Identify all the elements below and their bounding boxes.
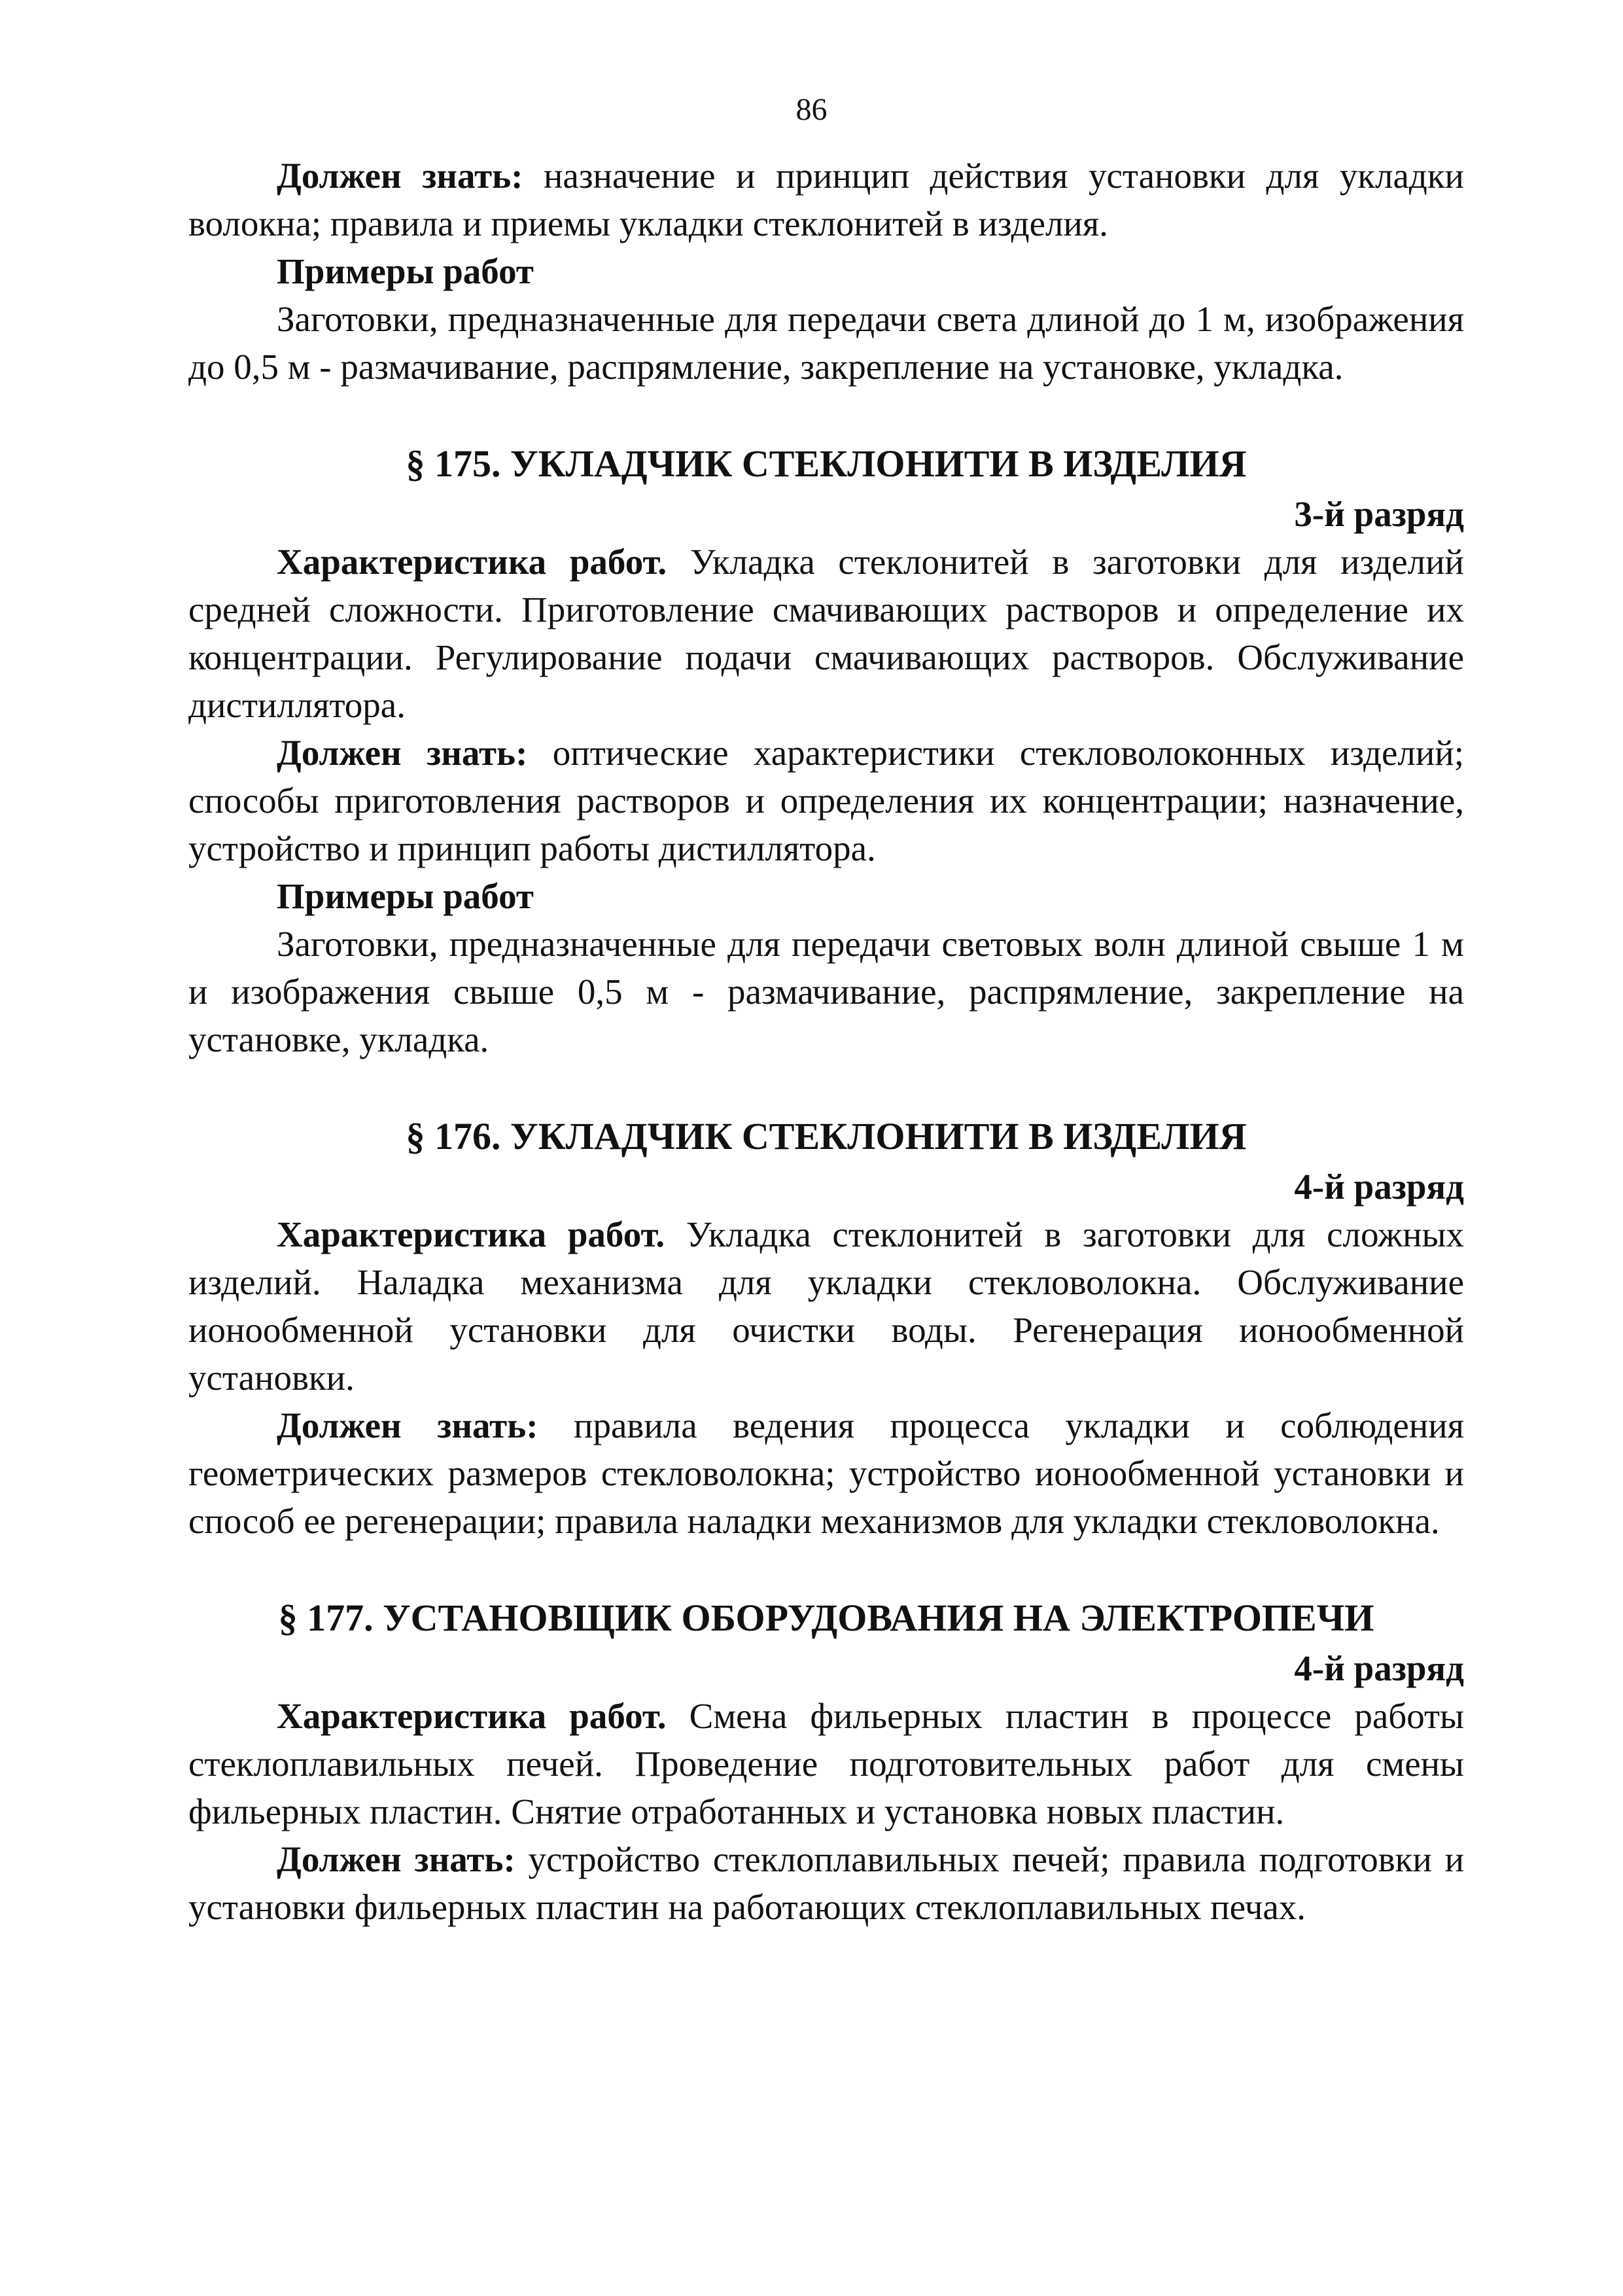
must-know <box>188 1835 1464 1931</box>
must-know-text: устройство стеклоплавильных печей; правила подготовки и установки фильерных пластин на работающих стеклоплавильных печах. <box>188 1839 1465 1927</box>
work-characteristics-text: Укладка стеклонитей в заготовки для сложных изделий. Наладка механизма для укладки стекловолокна. Обслуживание ионообменной установки для очистки воды. Регенерация ионообменной установки. <box>188 1214 1464 1398</box>
page-number: 86 <box>795 92 828 127</box>
must-know-label: Должен знать: <box>277 733 528 773</box>
section-title: § 176. УКЛАДЧИК СТЕКЛОНИТИ В ИЗДЕЛИЯ <box>406 1115 1247 1157</box>
must-know-text: правила ведения процесса укладки и соблюдения геометрических размеров стекловолокна; устройство ионообменной установки и способ ее регенерации; правила наладки механизмов для укладки стекловолокна. <box>188 1405 1464 1541</box>
must-know-label: Должен знать: <box>277 156 523 196</box>
section-title: § 177. УСТАНОВЩИК ОБОРУДОВАНИЯ НА ЭЛЕКТРОПЕЧИ <box>278 1597 1374 1639</box>
examples-text: Заготовки, предназначенные для передачи световых волн длиной свыше 1 м и изображения свыше 0,5 м - размачивание, распрямление, закрепление на установке, укладка. <box>188 924 1464 1059</box>
must-know <box>188 729 1464 872</box>
work-characteristics <box>188 538 1464 729</box>
must-know-label: Должен знать: <box>277 1405 538 1445</box>
intro-examples-heading: Примеры работ <box>277 251 534 291</box>
must-know-label: Должен знать: <box>277 1839 515 1879</box>
page-content <box>188 152 1464 1931</box>
section-grade: 4-й разряд <box>1294 1167 1464 1207</box>
work-characteristics-label: Характеристика работ. <box>277 542 667 582</box>
examples-heading: Примеры работ <box>277 876 534 916</box>
must-know-text: оптические характеристики стекловолоконных изделий; способы приготовления растворов и определения их концентрации; назначение, устройство и принцип работы дистиллятора. <box>188 733 1464 868</box>
section-177 <box>188 1592 1464 1931</box>
section-title: § 175. УКЛАДЧИК СТЕКЛОНИТИ В ИЗДЕЛИЯ <box>406 442 1247 485</box>
work-characteristics-label: Характеристика работ. <box>277 1696 667 1736</box>
work-characteristics-label: Характеристика работ. <box>277 1214 665 1254</box>
intro-must-know <box>188 152 1464 247</box>
work-characteristics-text: Укладка стеклонитей в заготовки для изделий средней сложности. Приготовление смачивающих растворов и определение их концентрации. Регулирование подачи смачивающих растворов. Обслуживание дистиллятора. <box>188 542 1464 725</box>
must-know <box>188 1402 1464 1545</box>
work-characteristics <box>188 1692 1464 1835</box>
work-characteristics <box>188 1210 1464 1402</box>
section-176 <box>188 1110 1464 1545</box>
must-know-text: назначение и принцип действия установки для укладки волокна; правила и приемы укладки стеклонитей в изделия. <box>188 156 1464 243</box>
work-characteristics-text: Смена фильерных пластин в процессе работы стеклоплавильных печей. Проведение подготовительных работ для смены фильерных пластин. Снятие отработанных и установка новых пластин. <box>188 1696 1465 1831</box>
section-175 <box>188 438 1464 1063</box>
section-grade: 4-й разряд <box>1294 1648 1464 1688</box>
intro-examples-text: Заготовки, предназначенные для передачи света длиной до 1 м, изображения до 0,5 м - размачивание, распрямление, закрепление на установке, укладка. <box>188 299 1464 387</box>
section-grade: 3-й разряд <box>1294 494 1464 534</box>
